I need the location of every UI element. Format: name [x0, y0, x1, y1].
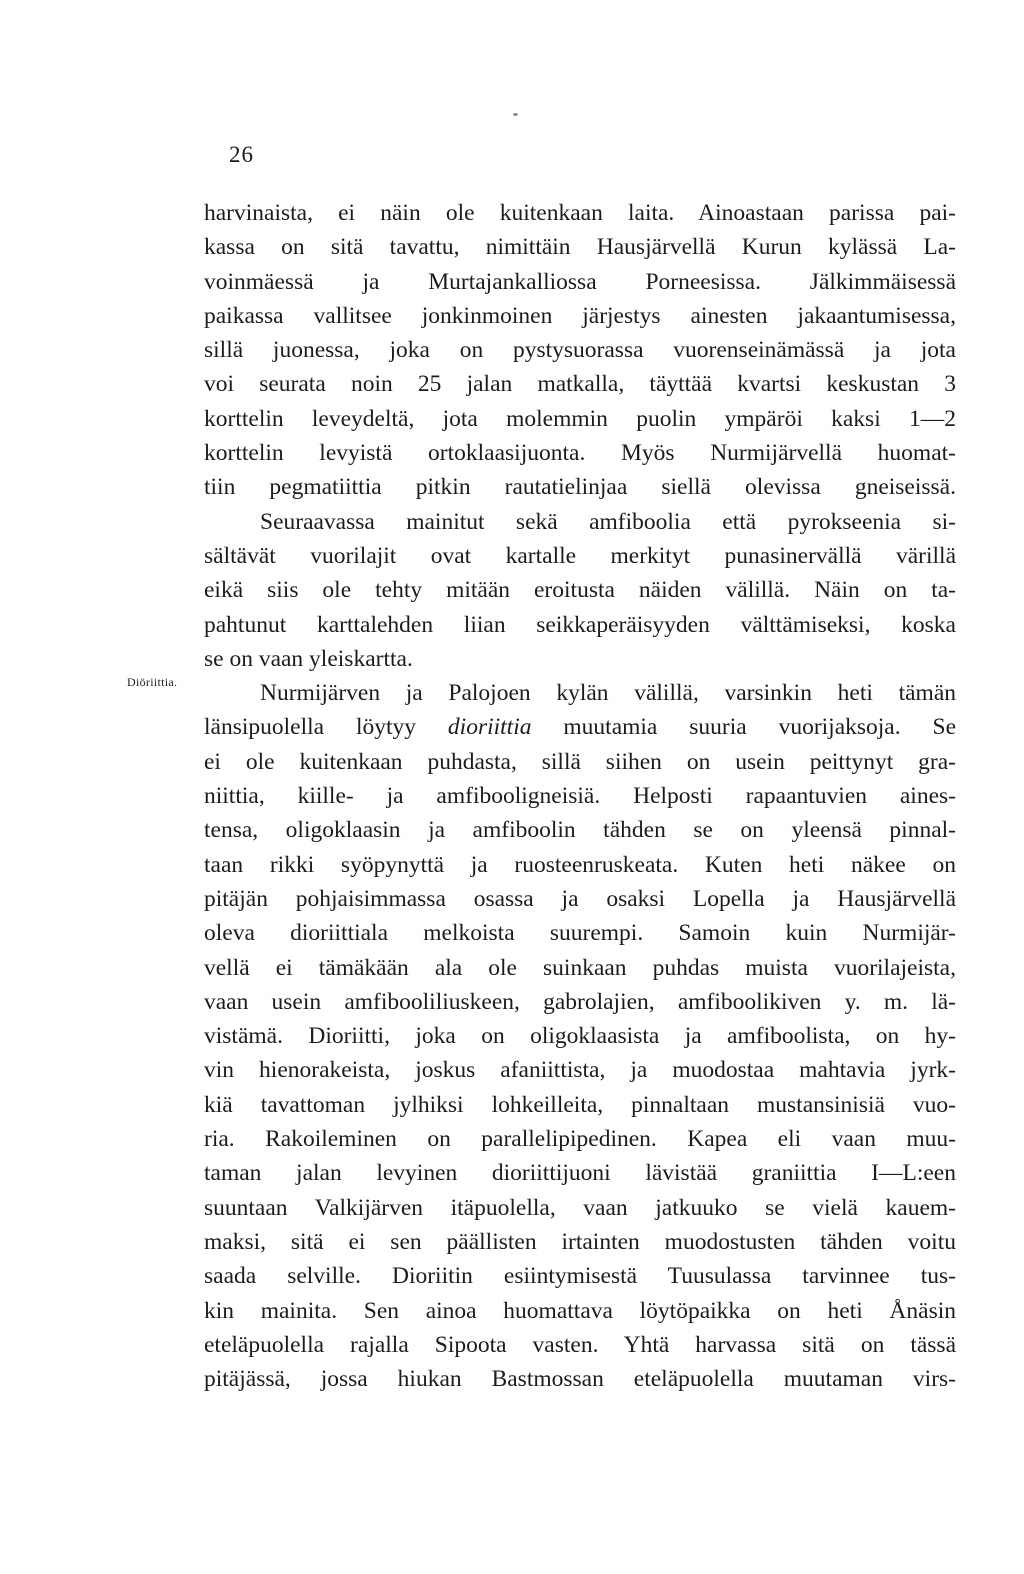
text-line: vellä ei tämäkään ala ole suinkaan puhdas muista vuorilajeista,: [204, 954, 956, 981]
text-line: vaan usein amfibooliliuskeen, gabrolajien, amfiboolikiven y. m. lä-: [204, 988, 956, 1015]
text-line: pahtunut karttalehden liian seikkaperäisyyden välttämiseksi, koska: [204, 611, 956, 638]
text-segment: länsipuolella löytyy: [204, 714, 448, 741]
text-line: paikassa vallitsee jonkinmoinen järjestys ainesten jakaantumisessa,: [204, 302, 956, 329]
text-line: suuntaan Valkijärven itäpuolella, vaan jatkuuko se vielä kauem-: [204, 1194, 956, 1221]
text-line: korttelin levyistä ortoklaasijuonta. Myös Nurmijärvellä huomat-: [204, 440, 956, 467]
text-line: eikä siis ole tehty mitään eroitusta näiden välillä. Näin on ta-: [204, 577, 956, 604]
text-line-with-term: [204, 710, 956, 744]
text-line: voinmäessä ja Murtajankalliossa Porneesissa. Jälkimmäisessä: [204, 268, 956, 295]
text-line: sillä juonessa, joka on pystysuorassa vuorenseinämässä ja jota: [204, 337, 956, 364]
text-line: kassa on sitä tavattu, nimittäin Hausjärvellä Kurun kylässä La-: [204, 234, 956, 261]
text-line: voi seurata noin 25 jalan matkalla, täyttää kvartsi keskustan 3: [204, 371, 956, 398]
text-line: sältävät vuorilajit ovat kartalle merkityt punasinervällä värillä: [204, 542, 956, 569]
body-text: [204, 196, 956, 1396]
text-line: ei ole kuitenkaan puhdasta, sillä siihen on usein peittynyt gra-: [204, 748, 956, 775]
text-line: Seuraavassa mainitut sekä amfiboolia että pyrokseenia si-: [260, 508, 956, 535]
margin-note: Diöriittia.: [127, 675, 178, 689]
text-line: niittia, kiille- ja amfibooligneisiä. Helposti rapaantuvien aines-: [204, 783, 956, 810]
ink-speck: [513, 113, 518, 116]
italic-term-dioriittia: dioriittia: [447, 714, 532, 741]
text-line: pitäjässä, jossa hiukan Bastmossan eteläpuolella muutaman virs-: [204, 1366, 956, 1393]
text-line: pitäjän pohjaisimmassa osassa ja osaksi Lopella ja Hausjärvellä: [204, 885, 956, 912]
text-line: harvinaista, ei näin ole kuitenkaan laita. Ainoastaan parissa pai-: [204, 200, 956, 226]
text-line: vistämä. Dioriitti, joka on oligoklaasista ja amfiboolista, on hy-: [204, 1023, 956, 1050]
text-line: se on vaan yleiskartta.: [204, 645, 413, 672]
text-line: tiin pegmatiittia pitkin rautatielinjaa siellä olevissa gneiseissä.: [204, 474, 956, 501]
text-line: kiä tavattoman jylhiksi lohkeilleita, pinnaltaan mustansinisiä vuo-: [204, 1091, 956, 1118]
text-line: kin mainita. Sen ainoa huomattava löytöpaikka on heti Ånäsin: [204, 1297, 956, 1324]
page-number: 26: [229, 142, 254, 167]
text-line: oleva dioriittiala melkoista suurempi. Samoin kuin Nurmijär-: [204, 920, 956, 947]
text-line: taan rikki syöpynyttä ja ruosteenruskeata. Kuten heti näkee on: [204, 851, 956, 878]
text-line: eteläpuolella rajalla Sipoota vasten. Yhtä harvassa sitä on tässä: [204, 1331, 956, 1358]
text-line: maksi, sitä ei sen päällisten irtainten muodostusten tähden voitu: [204, 1228, 956, 1255]
text-line: tensa, oligoklaasin ja amfiboolin tähden se on yleensä pinnal-: [204, 817, 956, 844]
text-line: taman jalan levyinen dioriittijuoni lävistää graniittia I—L:een: [204, 1160, 956, 1187]
text-line: vin hienorakeista, joskus afaniittista, ja muodostaa mahtavia jyrk-: [204, 1057, 956, 1084]
text-line: saada selville. Dioriitin esiintymisestä Tuusulassa tarvinnee tus-: [204, 1263, 956, 1290]
text-segment: muutamia suuria vuorijaksoja. Se: [531, 714, 957, 741]
text-line: ria. Rakoileminen on parallelipipedinen. Kapea eli vaan muu-: [204, 1126, 956, 1153]
text-line: korttelin leveydeltä, jota molemmin puolin ympäröi kaksi 1—2: [204, 405, 956, 432]
text-line: Nurmijärven ja Palojoen kylän välillä, varsinkin heti tämän: [260, 680, 956, 707]
